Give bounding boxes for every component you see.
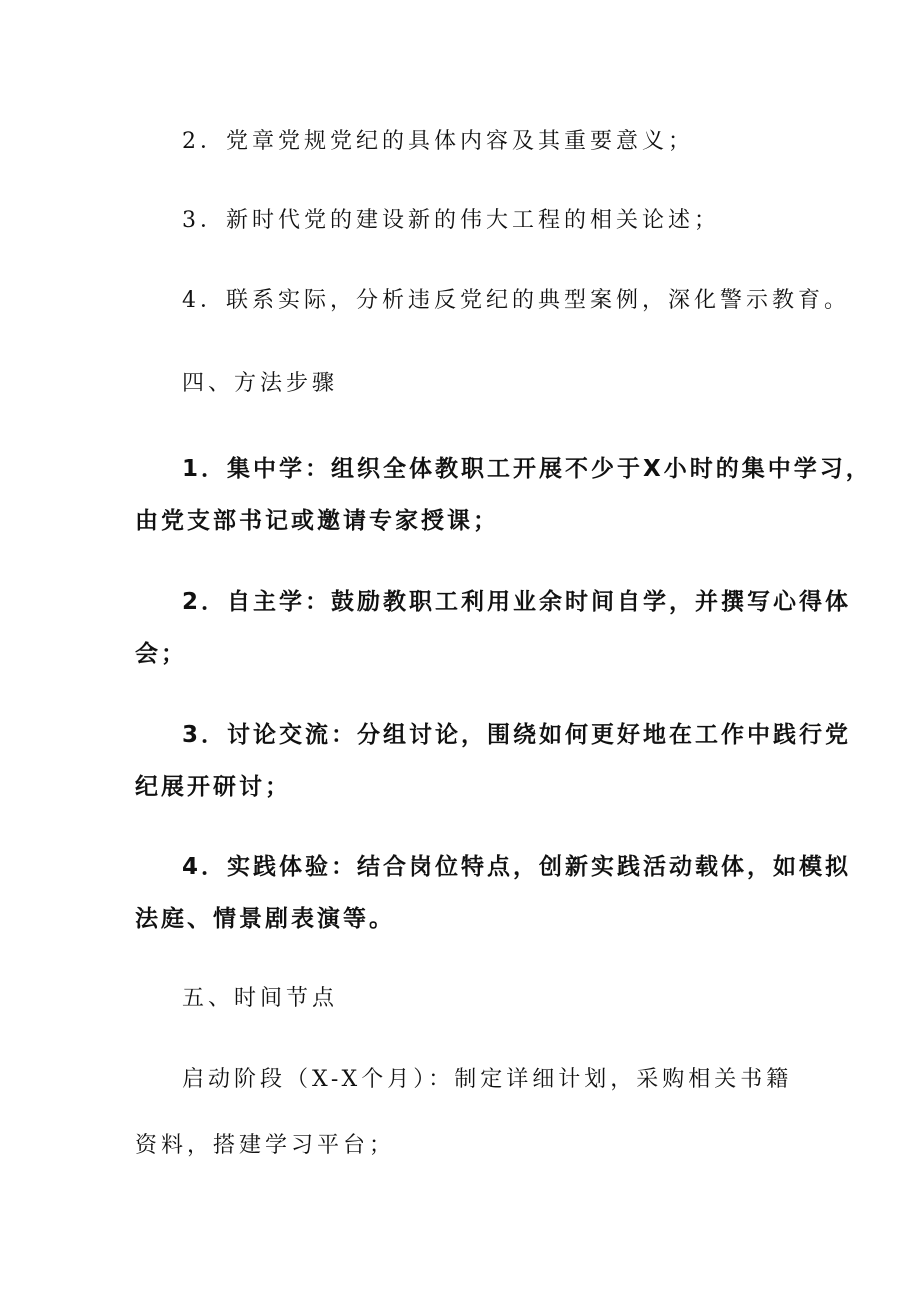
list-item-content-3: 3．新时代党的建设新的伟大工程的相关论述； [182, 208, 720, 233]
section-heading-timeline: 五、时间节点 [182, 986, 339, 1011]
method-step-3-line2: 纪展开研讨； [135, 774, 291, 800]
method-step-1-line1: 1．集中学：组织全体教职工开展不少于X小时的集中学习， [182, 456, 872, 482]
list-item-content-4: 4．联系实际，分析违反党纪的典型案例，深化警示教育。 [182, 288, 850, 313]
method-step-3-line1: 3．讨论交流：分组讨论，围绕如何更好地在工作中践行党 [182, 722, 852, 748]
list-item-content-2: 2．党章党规党纪的具体内容及其重要意义； [182, 129, 694, 154]
method-step-2-line2: 会； [135, 641, 187, 667]
method-step-4-line1: 4．实践体验：结合岗位特点，创新实践活动载体，如模拟 [182, 854, 852, 880]
section-heading-methods: 四、方法步骤 [182, 371, 339, 396]
method-step-1-line2: 由党支部书记或邀请专家授课； [135, 508, 499, 534]
timeline-stage-1-line2: 资料，搭建学习平台； [135, 1133, 396, 1158]
method-step-4-line2: 法庭、情景剧表演等。 [135, 906, 395, 932]
method-step-2-line1: 2．自主学：鼓励教职工利用业余时间自学，并撰写心得体 [182, 589, 852, 615]
timeline-stage-1-line1: 启动阶段（X-X个月）：制定详细计划，采购相关书籍 [182, 1067, 793, 1092]
